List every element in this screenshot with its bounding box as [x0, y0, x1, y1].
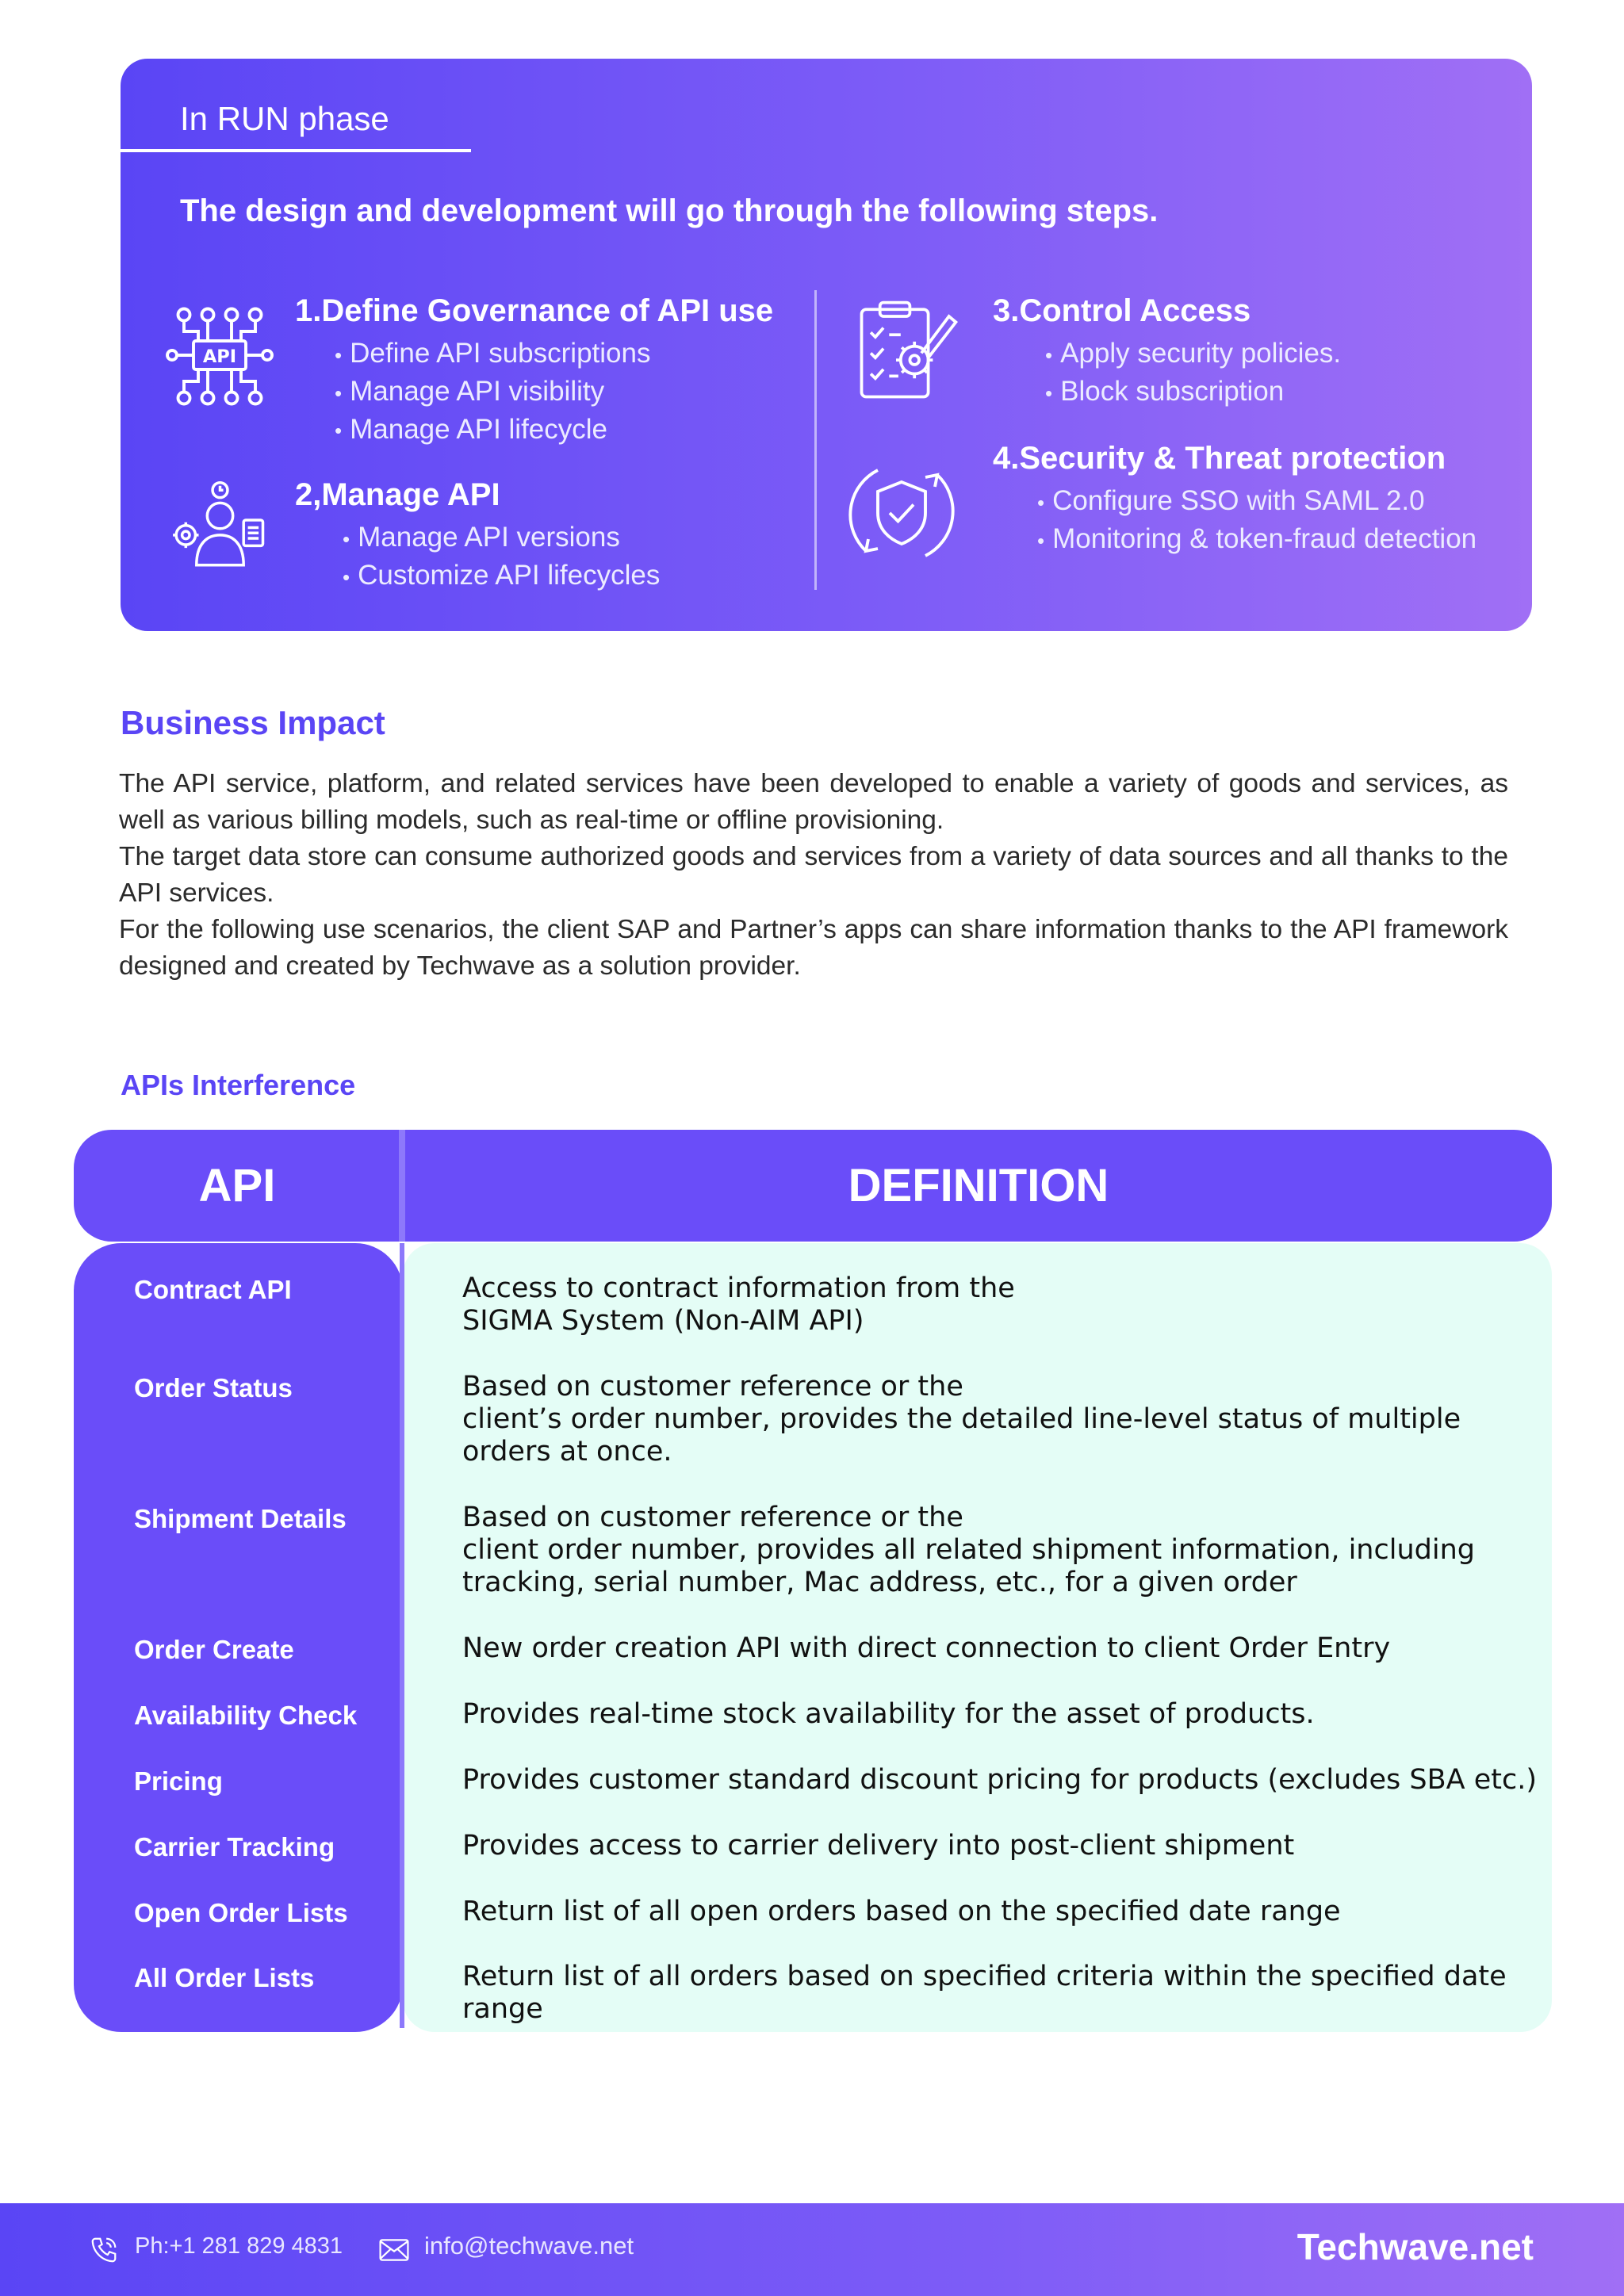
email-link[interactable]: info@techwave.net — [424, 2232, 634, 2260]
step-title: 1.Define Governance of API use — [295, 293, 774, 328]
api-definition: Return list of all open orders based on the specified date range — [462, 1896, 1341, 1927]
api-name: Contract API — [134, 1275, 292, 1304]
api-definition: Provides access to carrier delivery into post-client shipment — [462, 1830, 1295, 1862]
step-item: • Configure SSO with SAML 2.0 — [1037, 483, 1477, 521]
user-settings-icon — [167, 477, 274, 584]
step-governance — [295, 293, 773, 449]
api-definition: Provides real-time stock availability for the asset of products. — [462, 1698, 1315, 1730]
api-name: All Order Lists — [134, 1963, 315, 1992]
api-definition: New order creation API with direct connection to client Order Entry — [462, 1632, 1391, 1664]
step-title: 3.Control Access — [993, 293, 1251, 328]
api-definition: Access to contract information from the SIGMA System (Non-AIM API) — [462, 1272, 1015, 1337]
phone-link[interactable]: Ph:+1 281 829 4831 — [135, 2233, 343, 2259]
column-header-definition: DEFINITION — [848, 1160, 1109, 1211]
step-item: • Monitoring & token-fraud detection — [1037, 521, 1477, 559]
step-item: • Manage API versions — [343, 519, 660, 557]
business-impact-paragraph: For the following use scenarios, the client SAP and Partner’s apps can share information thanks to the API framework designed and created by Techwave as a solution provider. — [119, 915, 1508, 981]
step-title: 4.Security & Threat protection — [993, 441, 1446, 476]
run-phase-subtitle: The design and development will go through the following steps. — [180, 193, 1159, 228]
api-name: Shipment Details — [134, 1504, 347, 1533]
mail-icon — [379, 2238, 409, 2262]
business-impact-body — [119, 766, 1508, 985]
column-header-api: API — [198, 1160, 276, 1211]
step-item: • Manage API lifecycle — [335, 411, 773, 450]
business-impact-paragraph: The API service, platform, and related services have been developed to enable a variety of goods and services, as well as various billing models, such as real-time or offline provisioning. — [119, 769, 1508, 835]
api-network-icon — [160, 298, 279, 417]
column-separator — [400, 1243, 404, 2028]
step-control-access — [993, 293, 1341, 411]
step-security — [993, 441, 1477, 559]
run-phase-title: In RUN phase — [180, 100, 389, 137]
api-definition: Return list of all orders based on specified criteria within the specified date range — [462, 1961, 1507, 2025]
header-separator — [399, 1130, 405, 1242]
table-header — [74, 1130, 1552, 1242]
step-title: 2,Manage API — [295, 477, 500, 512]
api-name: Pricing — [134, 1766, 223, 1796]
step-item: • Customize API lifecycles — [343, 557, 660, 595]
api-name: Availability Check — [134, 1701, 358, 1730]
shield-check-icon — [842, 453, 961, 572]
step-item: • Block subscription — [1045, 373, 1341, 411]
phone-icon — [89, 2235, 119, 2265]
step-item: • Apply security policies. — [1045, 335, 1341, 373]
api-name: Open Order Lists — [134, 1898, 348, 1927]
svg-text:API: API — [202, 346, 237, 367]
business-impact-paragraph: The target data store can consume authorized goods and services from a variety of data sources and all thanks to the API services. — [119, 842, 1508, 908]
step-item: • Manage API visibility — [335, 373, 773, 411]
api-definition: Based on customer reference or the client order number, provides all related shipment information, including tracking, serial number, Mac address, etc., for a given order — [462, 1502, 1475, 1598]
api-name: Order Status — [134, 1373, 293, 1402]
api-name: Order Create — [134, 1635, 294, 1664]
clipboard-gear-icon — [850, 293, 965, 408]
steps-divider — [814, 290, 817, 590]
api-definition: Based on customer reference or the client’s order number, provides the detailed line-level status of multiple orders at once. — [462, 1371, 1461, 1468]
run-phase-card — [121, 59, 1532, 631]
brand-link[interactable]: Techwave.net — [1297, 2226, 1534, 2267]
api-name: Carrier Tracking — [134, 1832, 335, 1862]
footer — [0, 2203, 1624, 2296]
step-item: • Define API subscriptions — [335, 335, 773, 373]
apis-heading: APIs Interference — [121, 1069, 356, 1101]
api-definition: Provides customer standard discount pricing for products (excludes SBA etc.) — [462, 1764, 1537, 1796]
business-impact-heading: Business Impact — [121, 704, 385, 741]
step-manage-api — [295, 477, 660, 595]
title-underline — [121, 149, 471, 152]
